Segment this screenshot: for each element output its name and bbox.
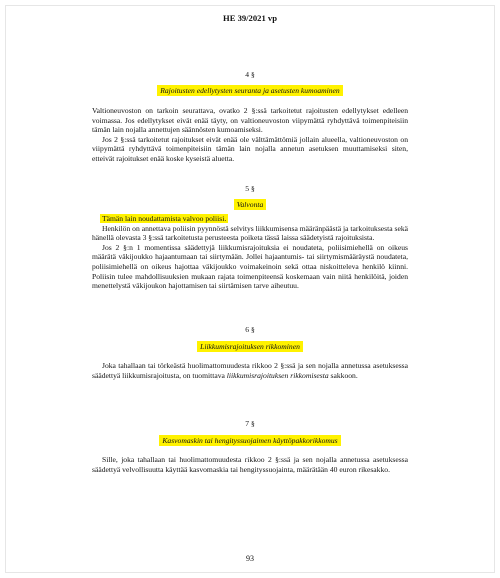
section-body	[92, 361, 408, 380]
paragraph	[92, 361, 408, 380]
paragraph-italic-text: liikkumisrajoituksen rikkomisesta	[226, 370, 329, 380]
section-body	[92, 106, 408, 164]
section-5	[0, 184, 500, 291]
section-title	[0, 85, 500, 96]
section-title-highlight: Kasvomaskin tai hengityssuojaimen käyttöpakkorikkomus	[159, 435, 340, 446]
section-title-highlight: Valvonta	[234, 199, 267, 210]
section-number: 6 §	[245, 325, 255, 334]
paragraph: Sille, joka tahallaan tai huolimattomuudesta rikkoo 2 §:ssä ja sen nojalla annetussa asetuksessa säädettyä velvollisuutta käyttää kasvomaskia tai hengityssuojainta, määrätään 40 euron rikesakko.	[92, 455, 408, 474]
paragraph: Jos 2 §:ssä tarkoitetut rajoitukset eivät enää ole välttämättömiä jollain alueella, valtioneuvoston on viipymättä ryhdyttävä toimenpiteisiin tämän lain nojalla annetun asetuksen muuttamiseksi siten, etteivät rajoitukset enää koske kyseistä aluetta.	[92, 134, 408, 163]
section-4	[0, 70, 500, 164]
paragraph-text: Joka tahallaan tai törkeästä huolimattomuudesta rikkoo 2 §:ssä ja sen nojalla annetussa asetuksessa säädettyä liikkumisrajoitusta, on tuomittava	[92, 361, 408, 380]
section-title-highlight: Liikkumisrajoituksen rikkominen	[197, 341, 303, 352]
section-7	[0, 419, 500, 474]
paragraph: Jos 2 §:n 1 momentissa säädettyjä liikkumisrajoituksia ei noudateta, poliisimiehellä on oikeus määrätä väkijoukko hajaantumaan tai siirtymään. Jollei hajaantumis- tai siirtymismääräystä noudateta, poliisimiehellä on oikeus hajottaa väkijoukko voimakeinoin sekä ottaa niskoitteleva henkilö kiinni. Poliisin tulee mahdollisuuksien mukaan rajata toimenpiteensä koskemaan vain niitä henkilöitä, joiden menettelystä väkijoukon hajottamisen tai siirtämisen tarve aiheutuu.	[92, 242, 408, 291]
section-6	[0, 325, 500, 380]
section-title-highlight: Rajoitusten edellytysten seuranta ja asetusten kumoaminen	[157, 85, 342, 96]
page-number: 93	[246, 554, 254, 563]
section-title	[0, 435, 500, 446]
highlighted-sentence: Tämän lain noudattamista valvoo poliisi.	[102, 214, 227, 223]
paragraph: Valtioneuvoston on tarkoin seurattava, ovatko 2 §:ssä tarkoitetut rajoitusten edellytykset edelleen voimassa. Jos edellytykset eivät enää täyty, on valtioneuvoston viipymättä ryhdyttävä toimenpiteisiin tämän lain nojalla annettujen säännösten kumoamiseksi.	[92, 106, 408, 135]
section-number: 5 §	[245, 184, 255, 193]
section-number: 7 §	[245, 419, 255, 428]
paragraph: Henkilön on annettava poliisin pyynnöstä selvitys liikkumisensa määränpäästä ja tarkoituksesta sekä hänellä olevasta 3 §:ssä tarkoitetusta perusteesta poiketa tässä laissa säädetyistä rajoituksista.	[92, 223, 408, 243]
section-number: 4 §	[245, 70, 255, 79]
paragraph-text: sakkoon.	[328, 370, 358, 380]
section-body	[92, 214, 408, 291]
section-body	[92, 455, 408, 474]
document-header: HE 39/2021 vp	[223, 13, 277, 23]
highlighted-paragraph	[92, 214, 408, 224]
section-title	[0, 199, 500, 210]
section-title	[0, 341, 500, 352]
